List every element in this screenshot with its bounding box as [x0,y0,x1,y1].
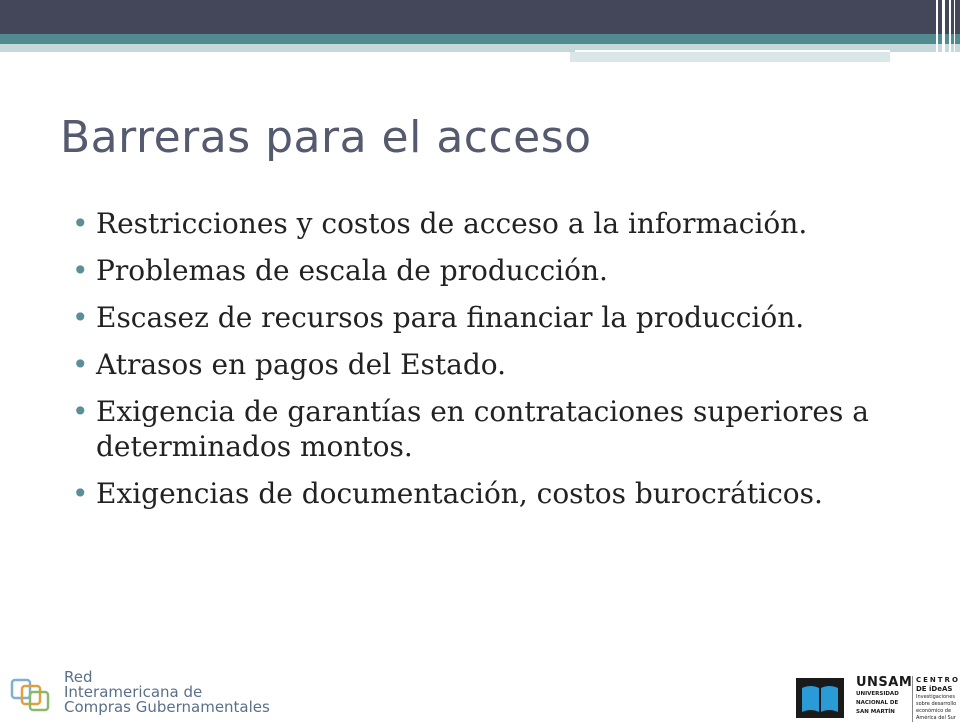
header-band-light-accent [570,52,890,62]
bullet-icon: • [72,477,89,510]
ideas-line-6: América del Sur [916,715,956,721]
bullet-item [70,476,890,511]
ideas-line-3: Investigaciones [916,694,955,700]
ric-line-2: Interamericana de [64,683,203,701]
ric-logo-text [64,670,270,715]
unsam-line-2: NACIONAL DE [856,700,899,706]
ideas-line-2: DE iDeAS [916,685,953,693]
bullet-text: Exigencias de documentación, costos burocráticos. [96,477,823,510]
ideas-line-5: económico de [916,708,952,714]
bullet-item [70,206,890,241]
unsam-logo [856,675,913,717]
bullet-item [70,253,890,288]
bullet-list [70,206,890,523]
bullet-icon: • [72,254,89,287]
bullet-icon: • [72,207,89,240]
bullet-text: Exigencia de garantías en contrataciones superiores a determinados montos. [96,395,869,463]
unsam-line-3: SAN MARTÍN [856,709,895,715]
slide-title: Barreras para el acceso [60,112,592,163]
ric-logo-icon [10,678,50,714]
ric-logo [10,668,270,720]
ric-line-3: Compras Gubernamentales [64,698,270,716]
bullet-icon: • [72,301,89,334]
bullet-text: Escasez de recursos para financiar la producción. [96,301,805,334]
bullet-item [70,394,890,464]
ideas-logo [912,676,960,722]
bullet-text: Problemas de escala de producción. [96,254,608,287]
ideas-line-4: sobre desarrollo [916,701,957,707]
bullet-item [70,300,890,335]
unsam-name: UNSAM [856,675,913,690]
ric-line-1: Red [64,668,93,686]
unsam-book-icon [796,678,844,718]
header-band-dark [0,0,960,34]
bullet-icon: • [72,348,89,381]
header-band-teal [0,34,960,44]
bullet-text: Restricciones y costos de acceso a la información. [96,207,808,240]
unsam-line-1: UNIVERSIDAD [856,691,899,697]
header-stripes [932,0,960,64]
bullet-icon: • [72,395,89,428]
bullet-item [70,347,890,382]
bullet-text: Atrasos en pagos del Estado. [96,348,507,381]
header-white-line [575,50,890,52]
ideas-line-1: CENTRO [916,676,960,684]
